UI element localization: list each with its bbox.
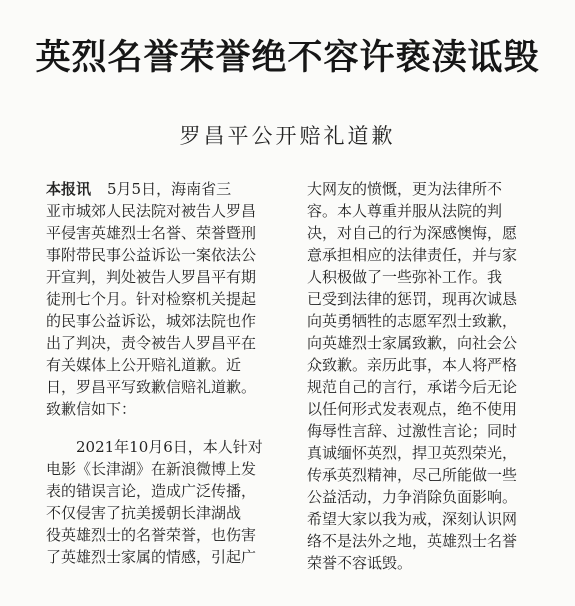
letter-line: 不仅侵害了抗美援朝长津湖战 bbox=[46, 504, 242, 522]
letter-line: 决，对自己的行为深感懊悔，愿 bbox=[307, 224, 518, 242]
article-line: 5月5日，海南省三 bbox=[107, 180, 232, 198]
article-line: 有关媒体上公开赔礼道歉。近 bbox=[46, 356, 242, 374]
letter-line: 向英雄烈士家属致歉，向社会公 bbox=[307, 334, 518, 352]
article-line: 的民事公益诉讼，城郊法院也作 bbox=[46, 312, 257, 330]
article-line: 致歉信如下： bbox=[46, 400, 137, 418]
paragraph-gap bbox=[46, 420, 284, 436]
letter-line: 役英雄烈士的名誉荣誉，也伤害 bbox=[46, 526, 257, 544]
article-line: 出了判决，责令被告人罗昌平在 bbox=[46, 334, 257, 352]
letter-line: 规范自己的言行，承诺今后无论 bbox=[307, 378, 518, 396]
article-line: 平侵害英雄烈士名誉、荣誉暨刑 bbox=[46, 224, 257, 242]
letter-line: 侮辱性言辞、过激性言论；同时 bbox=[307, 422, 518, 440]
article-right-column bbox=[307, 178, 533, 574]
headline: 英烈名誉荣誉绝不容许亵渎诋毁 bbox=[35, 38, 540, 78]
article-line: 日，罗昌平写致歉信赔礼道歉。 bbox=[46, 378, 257, 396]
letter-line-text: 2021年10月6日，本人针对 bbox=[76, 438, 263, 456]
dateline: 本报讯 bbox=[46, 180, 92, 198]
letter-line: 电影《长津湖》在新浪微博上发 bbox=[46, 460, 257, 478]
letter-line: 众致歉。亲历此事，本人将严格 bbox=[307, 356, 518, 374]
letter-line: 公益活动，力争消除负面影响。 bbox=[307, 488, 518, 506]
article-line: 徒刑七个月。针对检察机关提起 bbox=[46, 290, 257, 308]
letter-line: 容。本人尊重并服从法院的判 bbox=[307, 202, 503, 220]
letter-line: 络不是法外之地，英雄烈士名誉 bbox=[307, 532, 518, 550]
article-first-line bbox=[46, 178, 284, 200]
article-line: 亚市城郊人民法院对被告人罗昌 bbox=[46, 202, 257, 220]
letter-line bbox=[46, 436, 284, 458]
article-line: 事附带民事公益诉讼一案依法公 bbox=[46, 246, 257, 264]
letter-line: 已受到法律的惩罚，现再次诚恳 bbox=[307, 290, 518, 308]
letter-line: 真诚缅怀英烈，捍卫英烈荣光， bbox=[307, 444, 518, 462]
letter-line: 人积极做了一些弥补工作。我 bbox=[307, 268, 503, 286]
letter-line: 以任何形式发表观点，绝不使用 bbox=[307, 400, 518, 418]
article-line: 开宣判，判处被告人罗昌平有期 bbox=[46, 268, 257, 286]
letter-line: 意承担相应的法律责任，并与家 bbox=[307, 246, 518, 264]
letter-line: 希望大家以我为戒，深刻认识网 bbox=[307, 510, 518, 528]
letter-line: 了英雄烈士家属的情感，引起广 bbox=[46, 548, 257, 566]
letter-line: 向英勇牺牲的志愿军烈士致歉， bbox=[307, 312, 518, 330]
article-left-column bbox=[46, 178, 284, 568]
letter-line: 大网友的愤慨，更为法律所不 bbox=[307, 180, 503, 198]
subheadline: 罗昌平公开赔礼道歉 bbox=[179, 124, 396, 148]
letter-line: 荣誉不容诋毁。 bbox=[307, 554, 413, 572]
letter-line: 表的错误言论，造成广泛传播， bbox=[46, 482, 257, 500]
letter-line: 传承英烈精神，尽己所能做一些 bbox=[307, 466, 518, 484]
